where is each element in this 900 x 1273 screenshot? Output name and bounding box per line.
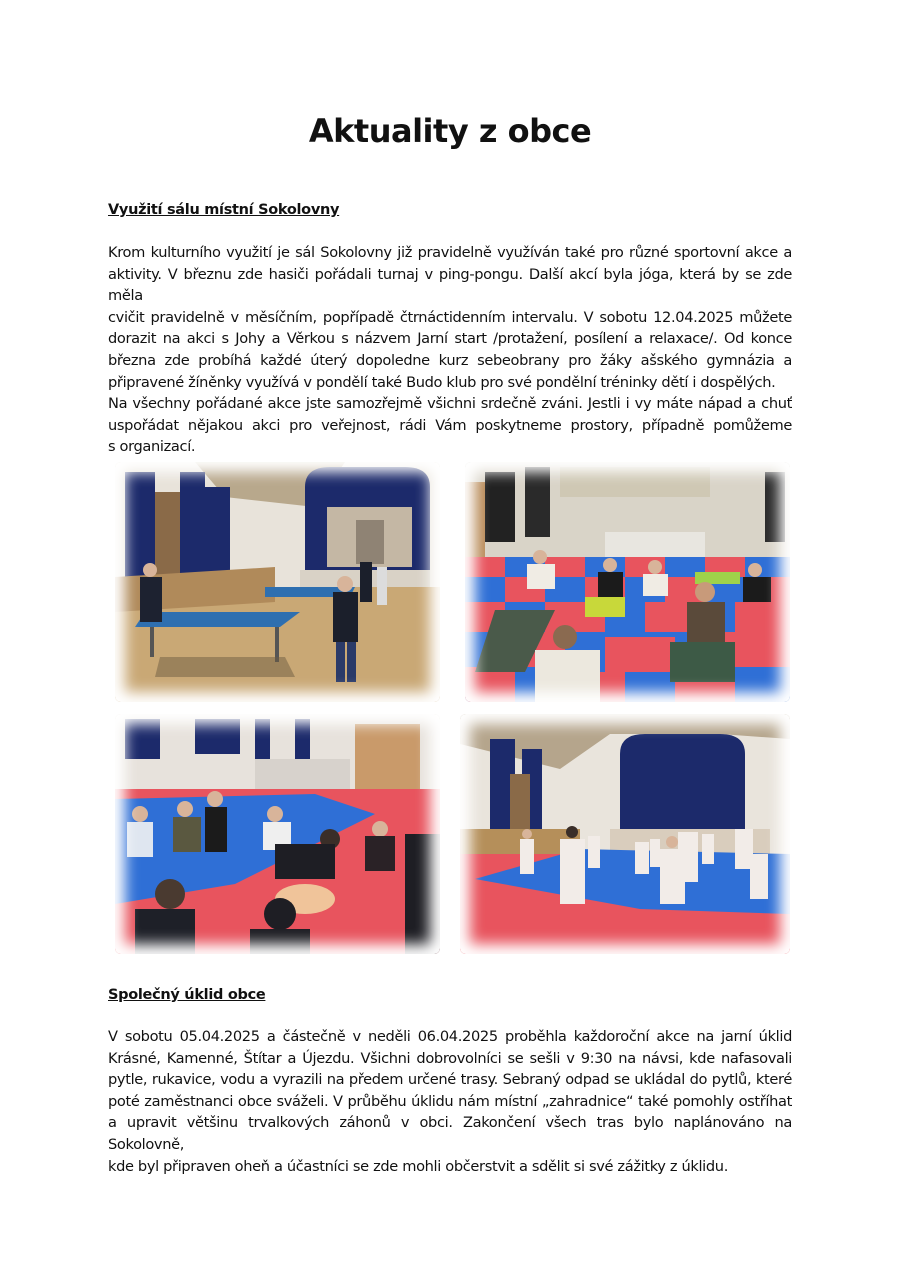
text-line: dorazit na akci s Johy a Věrkou s názvem Jarní start /protažení, posílení a relaxace/. Od konce	[108, 330, 792, 348]
text-line: a upravit většinu trvalkových záhonů v obci. Zakončení všech tras bylo naplánováno na Sokolovně,	[108, 1114, 792, 1153]
text-line: uspořádat nějakou akci pro veřejnost, rádi Vám poskytneme prostory, případně pomůžeme	[108, 416, 792, 434]
text-line: aktivity. V březnu zde hasiči pořádali turnaj v ping-pongu. Další akcí byla jóga, která by se zde měla	[108, 265, 792, 305]
photo-yoga	[465, 462, 790, 702]
text-line: V sobotu 05.04.2025 a částečně v neděli 06.04.2025 proběhla každoroční akce na jarní úklid	[108, 1028, 792, 1045]
text-line: Krom kulturního využití je sál Sokolovny již pravidelně využíván také pro různé sportovní akce a	[108, 244, 792, 261]
text-line: Krásné, Kamenné, Štítar a Újezdu. Všichni dobrovolníci se sešli v 9:30 na návsi, kde nafasovali	[108, 1049, 792, 1067]
paragraph-sokolovna	[108, 242, 792, 458]
paragraph-cleanup	[108, 1026, 792, 1177]
text-line: s organizací.	[108, 438, 196, 456]
section-heading-cleanup: Společný úklid obce	[108, 987, 266, 1003]
photo-first-aid-training	[115, 714, 440, 954]
text-line: března zde probíhá každé úterý dopoledne kurz sebeobrany pro žáky ašského gymnázia a	[108, 351, 792, 369]
text-line: kde byl připraven oheň a účastníci se zde mohli občerstvit a sdělit si své zážitky z úklidu.	[108, 1157, 728, 1175]
text-line: pytle, rukavice, vodu a vyrazili na předem určené trasy. Sebraný odpad se ukládal do pytlů, které	[108, 1071, 792, 1089]
text-line: připravené žíněnky využívá v pondělí také Budo klub pro své pondělní tréninky dětí i dospělých.	[108, 373, 776, 391]
photo-ping-pong	[115, 462, 440, 702]
text-line: poté zaměstnanci obce sváželi. V průběhu úklidu nám místní „zahradnice“ také pomohly ostříhat	[108, 1092, 792, 1110]
page-title: Aktuality z obce	[308, 112, 592, 150]
section-heading-sokolovna: Využití sálu místní Sokolovny	[108, 202, 340, 218]
text-line: cvičit pravidelně v měsíčním, popřípadě čtrnáctidenním intervalu. V sobotu 12.04.2025 můžete	[108, 308, 792, 326]
photo-judo-training	[460, 714, 790, 954]
text-line: Na všechny pořádané akce jste samozřejmě všichni srdečně zváni. Jestli i vy máte nápad a chuť	[108, 395, 792, 413]
